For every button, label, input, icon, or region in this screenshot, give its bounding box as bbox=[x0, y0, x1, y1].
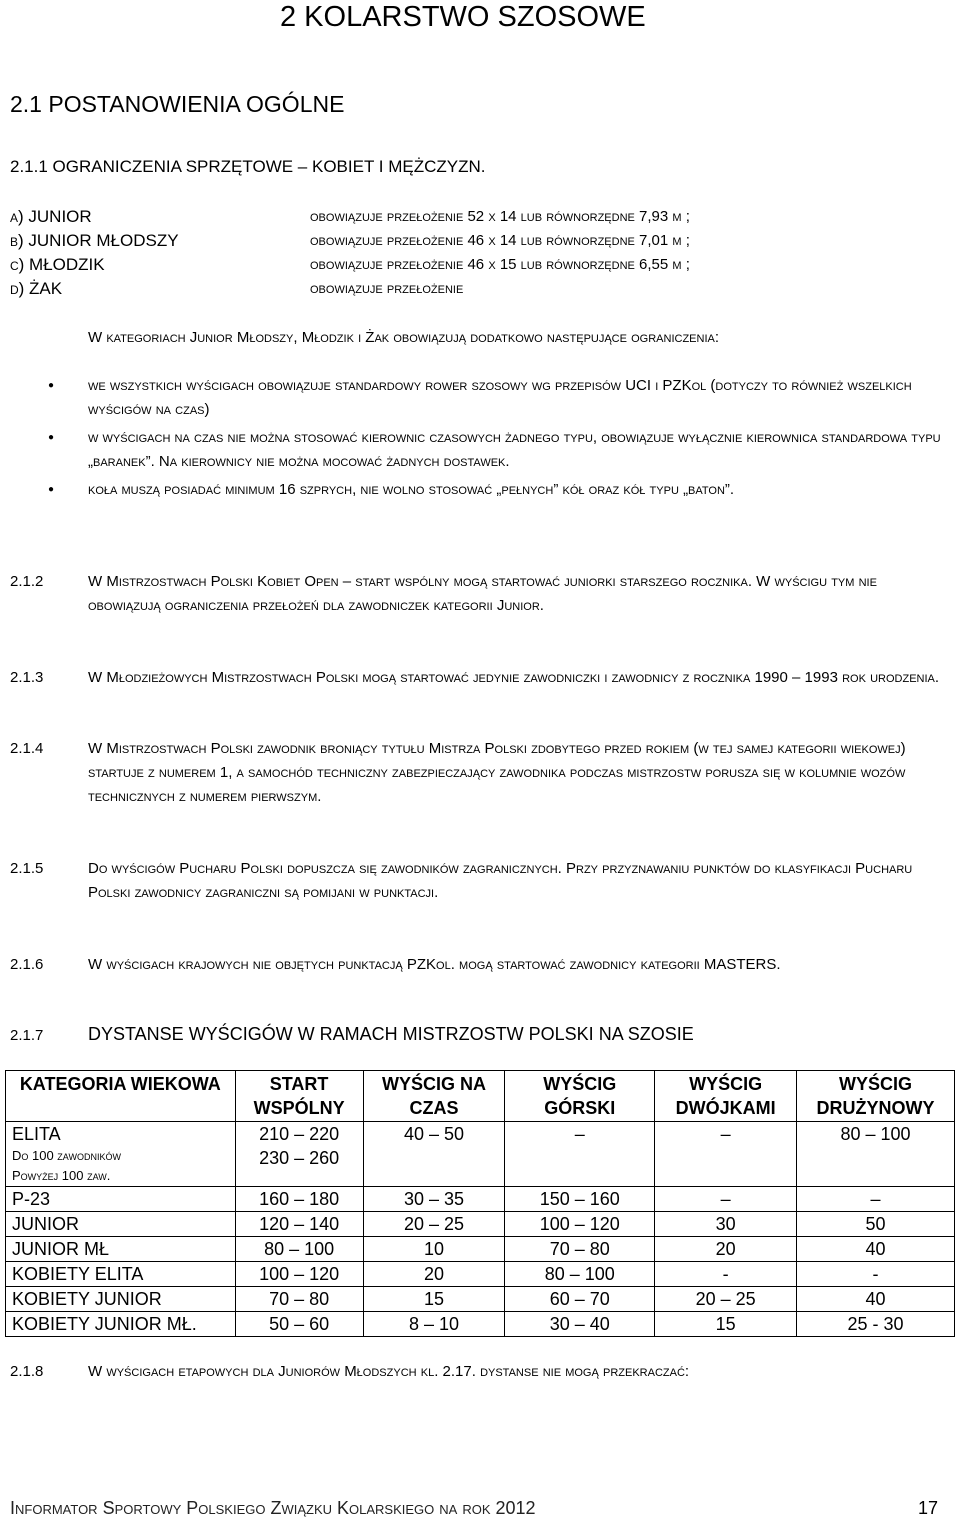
table-cell: – bbox=[655, 1187, 797, 1212]
table-cell: – bbox=[655, 1122, 797, 1187]
rule-number: 2.1.3 bbox=[10, 669, 44, 686]
table-row bbox=[6, 1287, 955, 1312]
rule-text: W Młodzieżowych Mistrzostwach Polski mogą startować jedynie zawodniczki i zawodnicy z rocznika 1990 – 1993 rok urodzenia. bbox=[88, 669, 940, 686]
column-header: START WSPÓLNY bbox=[235, 1071, 363, 1122]
rule-text: W Mistrzostwach Polski Kobiet Open – start wspólny mogą startować juniorki starszego rocznika. W wyścigu tym nie obowiązują ograniczenia przełożeń dla zawodniczek kategorii Junior. bbox=[88, 573, 877, 614]
gear-label: a) JUNIOR bbox=[10, 207, 92, 226]
rule-number: 2.1.2 bbox=[10, 573, 44, 590]
table-cell: 150 – 160 bbox=[505, 1187, 655, 1212]
table-cell: 70 – 80 bbox=[505, 1237, 655, 1262]
rule-text: W wyścigach krajowych nie objętych punktacją PZKol. mogą startować zawodnicy kategorii MASTERS. bbox=[88, 956, 781, 973]
table-cell: 80 – 100 bbox=[505, 1262, 655, 1287]
column-header: KATEGORIA WIEKOWA bbox=[6, 1071, 236, 1122]
gear-rule: obowiązuje przełożenie bbox=[310, 280, 464, 297]
table-header-row bbox=[6, 1071, 955, 1122]
rule-text: DYSTANSE WYŚCIGÓW W RAMACH MISTRZOSTW POLSKI NA SZOSIE bbox=[88, 1024, 694, 1044]
list-item: ● w wyścigach na czas nie można stosować kierownic czasowych żadnego typu, obowiązuje wyłącznie kierownica standardowa typu „baranek”. Na kierownicy nie można mocować żadnych dostawek. bbox=[40, 426, 958, 474]
gear-rule: obowiązuje przełożenie 46 x 14 lub równorzędne 7,01 m ; bbox=[310, 232, 690, 249]
table-cell: JUNIOR bbox=[6, 1212, 236, 1237]
table-cell: 100 – 120 bbox=[235, 1262, 363, 1287]
column-header: WYŚCIG NA CZAS bbox=[363, 1071, 505, 1122]
table-row bbox=[6, 1237, 955, 1262]
table-cell: 30 bbox=[655, 1212, 797, 1237]
table-cell: P-23 bbox=[6, 1187, 236, 1212]
table-cell: 20 bbox=[655, 1237, 797, 1262]
table-cell: 50 bbox=[797, 1212, 955, 1237]
table-cell: KOBIETY JUNIOR bbox=[6, 1287, 236, 1312]
table-cell: – bbox=[797, 1187, 955, 1212]
table-cell: 120 – 140 bbox=[235, 1212, 363, 1237]
table-cell bbox=[235, 1122, 363, 1187]
restriction-list bbox=[40, 374, 958, 502]
gear-rule: obowiązuje przełożenie 52 x 14 lub równorzędne 7,93 m ; bbox=[310, 208, 690, 225]
distance-value: 230 – 260 bbox=[259, 1148, 340, 1168]
table-cell: 40 bbox=[797, 1287, 955, 1312]
category-name: ELITA bbox=[12, 1124, 61, 1144]
table-cell: JUNIOR MŁ bbox=[6, 1237, 236, 1262]
page-title: 2 KOLARSTWO SZOSOWE bbox=[280, 1, 646, 33]
table-cell: 15 bbox=[655, 1312, 797, 1337]
subsection-heading: 2.1.1 OGRANICZENIA SPRZĘTOWE – KOBIET I MĘŻCZYZN. bbox=[10, 157, 486, 176]
rule-number: 2.1.6 bbox=[10, 956, 44, 973]
list-item: ● we wszystkich wyścigach obowiązuje standardowy rower szosowy wg przepisów UCI i PZKol (dotyczy to również wszelkich wyścigów na czas) bbox=[40, 374, 958, 422]
rule-number: 2.1.7 bbox=[10, 1027, 44, 1044]
table-cell: 50 – 60 bbox=[235, 1312, 363, 1337]
column-header: WYŚCIG GÓRSKI bbox=[505, 1071, 655, 1122]
table-cell: 80 – 100 bbox=[797, 1122, 955, 1187]
table-cell: 30 – 35 bbox=[363, 1187, 505, 1212]
table-cell: - bbox=[655, 1262, 797, 1287]
rule-number: 2.1.4 bbox=[10, 740, 44, 757]
page-number: 17 bbox=[917, 1498, 938, 1518]
table-cell: 20 – 25 bbox=[655, 1287, 797, 1312]
category-note: Do 100 zawodników bbox=[12, 1148, 121, 1163]
table-cell bbox=[6, 1122, 236, 1187]
table-row bbox=[6, 1262, 955, 1287]
rule-number: 2.1.5 bbox=[10, 860, 44, 877]
table-cell: 15 bbox=[363, 1287, 505, 1312]
rule-text: W wyścigach etapowych dla Juniorów Młodszych kl. 2.17. dystanse nie mogą przekraczać: bbox=[88, 1363, 690, 1380]
rule-number: 2.1.8 bbox=[10, 1363, 44, 1380]
distance-value: 210 – 220 bbox=[259, 1124, 340, 1144]
category-note: Powyżej 100 zaw. bbox=[12, 1168, 111, 1183]
table-cell: 40 – 50 bbox=[363, 1122, 505, 1187]
table-cell: 20 – 25 bbox=[363, 1212, 505, 1237]
column-header: WYŚCIG DWÓJKAMI bbox=[655, 1071, 797, 1122]
section-heading: 2.1 POSTANOWIENIA OGÓLNE bbox=[10, 91, 345, 117]
table-row bbox=[6, 1212, 955, 1237]
table-cell: KOBIETY ELITA bbox=[6, 1262, 236, 1287]
gear-rule: obowiązuje przełożenie 46 x 15 lub równorzędne 6,55 m ; bbox=[310, 256, 690, 273]
table-cell: - bbox=[797, 1262, 955, 1287]
table-cell: 25 - 30 bbox=[797, 1312, 955, 1337]
table-cell: – bbox=[505, 1122, 655, 1187]
table-cell: 8 – 10 bbox=[363, 1312, 505, 1337]
gear-label: d) ŻAK bbox=[10, 279, 63, 298]
gear-label: b) JUNIOR MŁODSZY bbox=[10, 231, 179, 250]
page-footer: Informator Sportowy Polskiego Związku Kolarskiego na rok 2012 bbox=[10, 1498, 536, 1518]
table-cell: 70 – 80 bbox=[235, 1287, 363, 1312]
table-row bbox=[6, 1187, 955, 1212]
list-item: ● koła muszą posiadać minimum 16 szprych, nie wolno stosować „pełnych” kół oraz kół typu „baton”. bbox=[40, 478, 958, 502]
table-cell: 30 – 40 bbox=[505, 1312, 655, 1337]
table-cell: 80 – 100 bbox=[235, 1237, 363, 1262]
distance-table bbox=[5, 1070, 955, 1337]
table-cell: 60 – 70 bbox=[505, 1287, 655, 1312]
table-cell: 40 bbox=[797, 1237, 955, 1262]
intro-paragraph: W kategoriach Junior Młodszy, Młodzik i Żak obowiązują dodatkowo następujące ograniczenia: bbox=[88, 329, 720, 346]
table-cell: 20 bbox=[363, 1262, 505, 1287]
rule-text: Do wyścigów Pucharu Polski dopuszcza się zawodników zagranicznych. Przy przyznawaniu punktów do klasyfikacji Pucharu Polski zawodnicy zagraniczni są pomijani w punktacji. bbox=[88, 860, 913, 901]
rule-text: W Mistrzostwach Polski zawodnik broniący tytułu Mistrza Polski zdobytego przed rokiem (w tej samej kategorii wiekowej) startuje z numerem 1, a samochód techniczny zabezpieczający zawodnika podczas mistrzostw porusza się w kolumnie wozów technicznych z numerem pierwszym. bbox=[88, 740, 906, 805]
table-cell: 100 – 120 bbox=[505, 1212, 655, 1237]
column-header: WYŚCIG DRUŻYNOWY bbox=[797, 1071, 955, 1122]
table-cell: 10 bbox=[363, 1237, 505, 1262]
table-cell: KOBIETY JUNIOR MŁ. bbox=[6, 1312, 236, 1337]
table-row bbox=[6, 1122, 955, 1187]
gear-label: c) MŁODZIK bbox=[10, 255, 105, 274]
table-row bbox=[6, 1312, 955, 1337]
table-cell: 160 – 180 bbox=[235, 1187, 363, 1212]
